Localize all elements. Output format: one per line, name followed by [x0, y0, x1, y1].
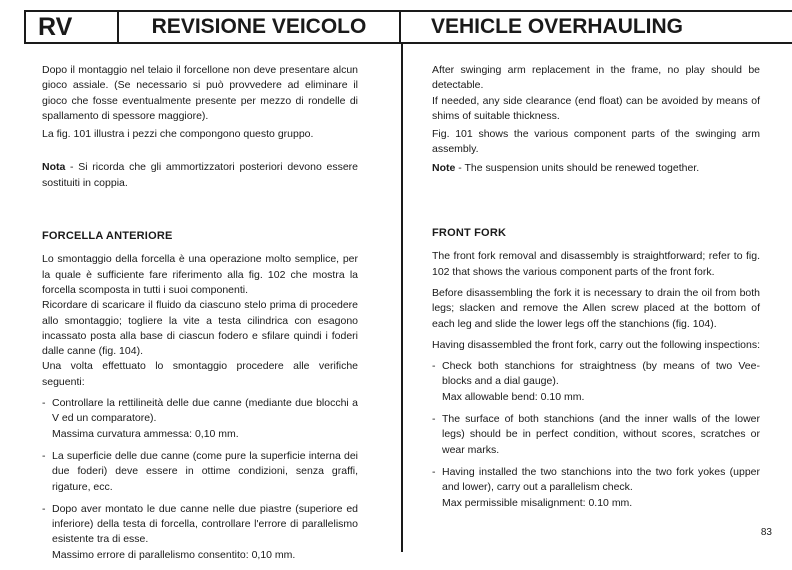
fork-paragraph-3: Having disassembled the front fork, carry out the following inspections:: [432, 338, 760, 351]
list-item: - Check both stanchions for straightness (by means of two Vee-blocks and a dial gauge). Max allowable bend: 0.10 mm.: [432, 359, 760, 405]
page-header: [0, 0, 792, 46]
fork-paragraph-2: Before disassembling the fork it is necessary to drain the oil from both legs; slacken and remove the Allen screw placed at the bottom of each leg and slide the lower legs off the stanchions (fig. 104).: [432, 286, 760, 330]
list-item-spec: Massimo errore di parallelismo consentito: 0,10 mm.: [52, 548, 296, 561]
note-text: - Si ricorda che gli ammortizzatori posteriori devono essere sostituiti in coppia.: [42, 161, 358, 189]
title-italian: REVISIONE VEICOLO: [119, 10, 401, 44]
intro-paragraph-1: Dopo il montaggio nel telaio il forcellone non deve presentare alcun gioco assiale. (Se necessario si può provvedere ad eliminare il gioco che fosse eventualmente presente per mezzo di rondelle di spallamento di spessore maggiore).: [42, 64, 358, 122]
note-paragraph: [432, 161, 760, 176]
list-item-text: La superficie delle due canne (come pure la superficie interna dei due foderi) deve essere in ottime condizioni, senza graffi, rigature, ecc.: [52, 449, 358, 493]
intro-paragraph-2: If needed, any side clearance (end float) can be avoided by means of shims of suitable thickness.: [432, 94, 760, 122]
page-number: 83: [760, 527, 772, 538]
list-item: - La superficie delle due canne (come pure la superficie interna dei due foderi) deve essere in ottime condizioni, senza graffi, rigature, ecc.: [42, 449, 358, 493]
fork-paragraph-3: Una volta effettuato lo smontaggio procedere alle verifiche seguenti:: [42, 360, 358, 388]
list-item: - Controllare la rettilineità delle due canne (mediante due blocchi a V ed un comparatore). Massima curvatura ammessa: 0,10 mm.: [42, 396, 358, 442]
fork-paragraph-1: The front fork removal and disassembly is straightforward; refer to fig. 102 that shows the various component parts of the front fork.: [432, 250, 760, 278]
title-english: VEHICLE OVERHAULING: [401, 10, 792, 44]
inspection-list: [42, 396, 358, 563]
list-item-text: Check both stanchions for straightness (by means of two Vee-blocks and a dial gauge).: [442, 360, 760, 388]
intro-paragraph-1: After swinging arm replacement in the frame, no play should be detectable.: [432, 64, 760, 92]
english-column: [432, 63, 760, 518]
section-title: FRONT FORK: [432, 227, 507, 240]
list-item-spec: Max allowable bend: 0.10 mm.: [442, 390, 585, 403]
fork-paragraph-2: Ricordare di scaricare il fluido da ciascuno stelo prima di procedere allo smontaggio; togliere la vite a testa cilindrica con esagono incassato posta alla base di ciascun fodero e sfilare quindi i foderi dalle canne (fig. 104).: [42, 299, 358, 358]
section-code: RV: [24, 10, 119, 44]
list-item-text: The surface of both stanchions (and the inner walls of the lower legs) should be in perfect condition, without scores, scratches or wear marks.: [442, 413, 760, 456]
list-item-text: Having installed the two stanchions into the two fork yokes (upper and lower), carry out a parallelism check.: [442, 465, 760, 494]
list-item-spec: Max permissible misalignment: 0.10 mm.: [442, 496, 633, 509]
list-item-text: Dopo aver montato le due canne nelle due piastre (superiore ed inferiore) della testa di forcella, controllare l'errore di parallelismo esistente tra di esse.: [52, 502, 358, 546]
note-paragraph: [42, 160, 358, 191]
italian-column: [42, 63, 358, 570]
list-item-text: Controllare la rettilineità delle due canne (mediante due blocchi a V ed un comparatore).: [52, 397, 358, 425]
column-divider: [401, 44, 403, 552]
intro-paragraph-3: Fig. 101 shows the various component parts of the swinging arm assembly.: [432, 128, 760, 156]
list-item: - Dopo aver montato le due canne nelle due piastre (superiore ed inferiore) della testa di forcella, controllare l'errore di parallelismo esistente tra di esse. Massimo errore di parallelismo consentito: 0,10 mm.: [42, 502, 358, 563]
list-item: - Having installed the two stanchions into the two fork yokes (upper and lower), carry out a parallelism check. Max permissible misalignment: 0.10 mm.: [432, 465, 760, 511]
note-label: Nota: [42, 161, 66, 174]
note-label: Note: [432, 161, 456, 174]
list-item: - The surface of both stanchions (and the inner walls of the lower legs) should be in perfect condition, without scores, scratches or wear marks.: [432, 413, 760, 456]
fork-paragraph-1: Lo smontaggio della forcella è una operazione molto semplice, per la quale è sufficiente fare riferimento alla fig. 102 che mostra la forcella scomposta in tutti i suoi componenti.: [42, 253, 358, 296]
list-item-spec: Massima curvatura ammessa: 0,10 mm.: [52, 427, 239, 440]
inspection-list: [432, 359, 760, 511]
intro-paragraph-2: La fig. 101 illustra i pezzi che compongono questo gruppo.: [42, 128, 314, 141]
note-text: - The suspension units should be renewed together.: [455, 161, 700, 174]
section-title: FORCELLA ANTERIORE: [42, 230, 173, 243]
